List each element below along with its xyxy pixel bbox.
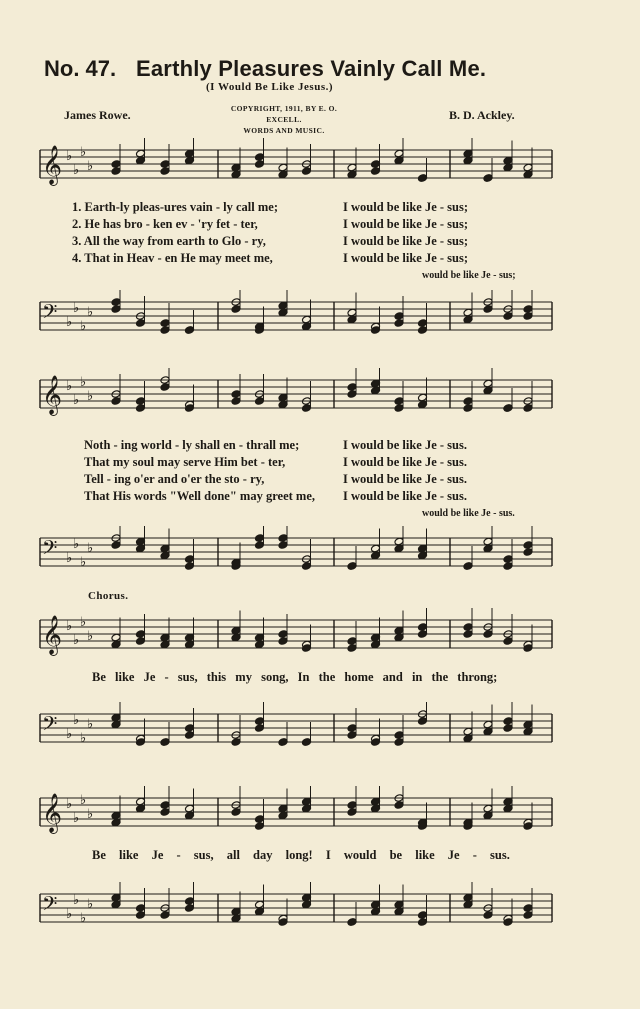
note-head xyxy=(185,555,195,564)
note-head xyxy=(483,544,493,553)
note-head xyxy=(278,738,288,747)
note-head xyxy=(503,555,513,564)
note-head xyxy=(523,312,533,321)
note-head xyxy=(255,633,265,642)
note-head xyxy=(347,170,357,179)
verse-2-refrain-1: I would be like Je - sus; xyxy=(343,217,469,231)
verse-4-line-1: 4. That in Heav - en He may meet me, xyxy=(72,251,273,265)
note-head xyxy=(185,562,195,571)
note-head xyxy=(160,633,170,642)
note-head xyxy=(136,404,146,413)
note-head xyxy=(503,163,513,172)
note-head xyxy=(278,918,288,927)
note-head xyxy=(463,404,473,413)
note-head xyxy=(463,727,473,736)
note-head xyxy=(483,174,493,183)
system-3-bass-staff xyxy=(0,702,640,762)
note-head xyxy=(136,537,146,546)
flat-icon: ♭ xyxy=(87,159,94,174)
note-head xyxy=(185,404,195,413)
note-head xyxy=(111,640,121,649)
echo-line-1: would be like Je - sus; xyxy=(422,270,516,281)
note-head xyxy=(371,167,381,176)
note-head xyxy=(136,544,146,553)
note-head xyxy=(278,400,288,409)
note-head xyxy=(347,315,357,324)
flat-icon: ♭ xyxy=(66,149,73,164)
note-head xyxy=(278,630,288,639)
flat-icon: ♭ xyxy=(80,375,87,390)
note-head xyxy=(463,308,473,317)
note-head xyxy=(418,630,428,639)
note-head xyxy=(483,911,493,920)
flat-icon: ♭ xyxy=(80,731,87,746)
note-head xyxy=(111,893,121,902)
note-head xyxy=(160,544,170,553)
note-head xyxy=(483,537,493,546)
note-head xyxy=(185,149,195,158)
note-head xyxy=(371,326,381,335)
flat-icon: ♭ xyxy=(87,305,94,320)
flat-icon: ♭ xyxy=(73,163,80,178)
note-head xyxy=(523,911,533,920)
note-head xyxy=(136,904,146,913)
note-head xyxy=(136,797,146,806)
note-head xyxy=(160,319,170,328)
note-head xyxy=(302,893,312,902)
note-head xyxy=(160,160,170,169)
flat-icon: ♭ xyxy=(66,379,73,394)
note-head xyxy=(523,644,533,653)
note-head xyxy=(255,640,265,649)
system-2-bass-staff xyxy=(0,526,640,586)
flat-icon: ♭ xyxy=(66,797,73,812)
note-head xyxy=(523,720,533,729)
hymn-number: No. 47. xyxy=(44,56,117,81)
flat-icon: ♭ xyxy=(80,793,87,808)
note-head xyxy=(278,534,288,543)
note-head xyxy=(463,149,473,158)
verse-2-refrain-2: I would be like Je - sus. xyxy=(343,455,467,469)
note-head xyxy=(302,804,312,813)
note-head xyxy=(418,623,428,632)
note-head xyxy=(394,149,404,158)
flat-icon: ♭ xyxy=(73,633,80,648)
flat-icon: ♭ xyxy=(66,315,73,330)
note-head xyxy=(302,315,312,324)
note-head xyxy=(463,893,473,902)
note-head xyxy=(185,640,195,649)
note-head xyxy=(394,537,404,546)
note-head xyxy=(255,815,265,824)
note-head xyxy=(463,315,473,324)
flat-icon: ♭ xyxy=(87,897,94,912)
note-head xyxy=(418,326,428,335)
flat-icon: ♭ xyxy=(80,145,87,160)
system-3-treble-staff xyxy=(0,608,640,668)
author-credit: James Rowe. xyxy=(64,108,131,122)
note-head xyxy=(255,397,265,406)
note-head xyxy=(394,312,404,321)
system-4-treble-staff xyxy=(0,786,640,846)
note-head xyxy=(160,640,170,649)
flat-icon: ♭ xyxy=(73,537,80,552)
note-head xyxy=(371,544,381,553)
note-head xyxy=(111,713,121,722)
treble-clef-icon: 𝄞 xyxy=(42,793,63,833)
note-head xyxy=(371,386,381,395)
note-head xyxy=(302,167,312,176)
note-head xyxy=(523,404,533,413)
hymn-subtitle: (I Would Be Like Jesus.) xyxy=(206,81,334,93)
flat-icon: ♭ xyxy=(80,911,87,926)
note-head xyxy=(255,900,265,909)
note-head xyxy=(503,404,513,413)
note-head xyxy=(483,386,493,395)
note-head xyxy=(523,727,533,736)
verse-2-line-1: 2. He has bro - ken ev - 'ry fet - ter, xyxy=(72,217,258,231)
note-head xyxy=(371,804,381,813)
note-head xyxy=(371,738,381,747)
flat-icon: ♭ xyxy=(73,811,80,826)
note-head xyxy=(463,397,473,406)
note-head xyxy=(394,900,404,909)
note-head xyxy=(255,717,265,726)
note-head xyxy=(503,918,513,927)
note-head xyxy=(463,630,473,639)
verse-3-line-2: Tell - ing o'er and o'er the sto - ry, xyxy=(84,472,265,486)
note-head xyxy=(347,163,357,172)
system-1-bass-staff xyxy=(0,290,640,350)
bass-clef-icon: 𝄢 xyxy=(42,712,58,740)
flat-icon: ♭ xyxy=(87,717,94,732)
verse-1-line-2: Noth - ing world - ly shall en - thrall me; xyxy=(84,438,300,452)
note-head xyxy=(278,804,288,813)
composer-credit: B. D. Ackley. xyxy=(449,108,515,122)
note-head xyxy=(111,811,121,820)
note-head xyxy=(231,914,241,923)
flat-icon: ♭ xyxy=(73,301,80,316)
note-head xyxy=(278,301,288,310)
note-head xyxy=(302,738,312,747)
flat-icon: ♭ xyxy=(66,907,73,922)
note-head xyxy=(278,308,288,317)
note-head xyxy=(394,544,404,553)
note-head xyxy=(160,326,170,335)
verse-3-refrain-1: I would be like Je - sus; xyxy=(343,234,469,248)
note-head xyxy=(111,633,121,642)
note-head xyxy=(136,156,146,165)
note-head xyxy=(347,731,357,740)
system-4-bass-staff xyxy=(0,882,640,942)
note-head xyxy=(136,397,146,406)
note-head xyxy=(418,911,428,920)
note-head xyxy=(347,390,357,399)
system-2-treble-staff xyxy=(0,368,640,430)
note-head xyxy=(136,630,146,639)
note-head xyxy=(160,911,170,920)
note-head xyxy=(483,727,493,736)
note-head xyxy=(278,163,288,172)
note-head xyxy=(371,640,381,649)
note-head xyxy=(160,167,170,176)
note-head xyxy=(418,918,428,927)
note-head xyxy=(394,731,404,740)
flat-icon: ♭ xyxy=(73,393,80,408)
note-head xyxy=(231,390,241,399)
note-head xyxy=(231,170,241,179)
note-head xyxy=(278,811,288,820)
note-head xyxy=(111,298,121,307)
note-head xyxy=(347,562,357,571)
note-head xyxy=(503,562,513,571)
note-head xyxy=(418,319,428,328)
flat-icon: ♭ xyxy=(80,555,87,570)
note-head xyxy=(347,801,357,810)
note-head xyxy=(231,626,241,635)
flat-icon: ♭ xyxy=(66,551,73,566)
note-head xyxy=(347,808,357,817)
treble-clef-icon: 𝄞 xyxy=(42,145,63,185)
note-head xyxy=(111,160,121,169)
flat-icon: ♭ xyxy=(87,629,94,644)
note-head xyxy=(371,160,381,169)
note-head xyxy=(160,551,170,560)
note-head xyxy=(185,326,195,335)
note-head xyxy=(231,397,241,406)
note-head xyxy=(302,322,312,331)
note-head xyxy=(347,918,357,927)
note-head xyxy=(231,907,241,916)
note-head xyxy=(185,156,195,165)
note-head xyxy=(302,404,312,413)
note-head xyxy=(394,319,404,328)
echo-line-2: would be like Je - sus. xyxy=(422,508,515,519)
flat-icon: ♭ xyxy=(87,807,94,822)
note-head xyxy=(231,633,241,642)
note-head xyxy=(255,541,265,550)
treble-clef-icon: 𝄞 xyxy=(42,615,63,655)
note-head xyxy=(394,907,404,916)
verse-1-refrain-1: I would be like Je - sus; xyxy=(343,200,469,214)
note-head xyxy=(255,907,265,916)
verse-4-refrain-2: I would be like Je - sus. xyxy=(343,489,467,503)
note-head xyxy=(136,804,146,813)
verse-1-line-1: 1. Earth-ly pleas-ures vain - ly call me; xyxy=(72,200,278,214)
note-head xyxy=(418,174,428,183)
note-head xyxy=(418,393,428,402)
note-head xyxy=(185,897,195,906)
note-head xyxy=(255,822,265,831)
note-head xyxy=(111,720,121,729)
note-head xyxy=(347,383,357,392)
note-head xyxy=(371,907,381,916)
note-head xyxy=(523,163,533,172)
note-head xyxy=(255,153,265,162)
note-head xyxy=(503,312,513,321)
note-head xyxy=(231,305,241,314)
hymn-title: Earthly Pleasures Vainly Call Me. xyxy=(136,56,487,81)
note-head xyxy=(483,804,493,813)
note-head xyxy=(394,801,404,810)
note-head xyxy=(302,562,312,571)
chorus-label: Chorus. xyxy=(88,590,129,602)
note-head xyxy=(394,626,404,635)
note-head xyxy=(347,308,357,317)
flat-icon: ♭ xyxy=(87,389,94,404)
flat-icon: ♭ xyxy=(66,619,73,634)
note-head xyxy=(302,797,312,806)
note-head xyxy=(185,731,195,740)
flat-icon: ♭ xyxy=(73,713,80,728)
note-head xyxy=(483,305,493,314)
note-head xyxy=(371,633,381,642)
note-head xyxy=(418,717,428,726)
verse-4-refrain-1: I would be like Je - sus; xyxy=(343,251,469,265)
bass-clef-icon: 𝄢 xyxy=(42,892,58,920)
note-head xyxy=(347,637,357,646)
note-head xyxy=(371,900,381,909)
note-head xyxy=(371,797,381,806)
note-head xyxy=(394,633,404,642)
verse-3-refrain-2: I would be like Je - sus. xyxy=(343,472,467,486)
note-head xyxy=(278,541,288,550)
note-head xyxy=(111,818,121,827)
note-head xyxy=(136,149,146,158)
note-head xyxy=(394,397,404,406)
note-head xyxy=(418,544,428,553)
note-head xyxy=(523,904,533,913)
system-1-treble-staff xyxy=(0,138,640,198)
note-head xyxy=(418,400,428,409)
note-head xyxy=(523,548,533,557)
note-head xyxy=(503,797,513,806)
note-head xyxy=(160,801,170,810)
note-head xyxy=(111,167,121,176)
note-head xyxy=(503,804,513,813)
bass-clef-icon: 𝄢 xyxy=(42,300,58,328)
verse-3-line-1: 3. All the way from earth to Glo - ry, xyxy=(72,234,266,248)
note-head xyxy=(255,724,265,733)
note-head xyxy=(503,724,513,733)
note-head xyxy=(463,623,473,632)
note-head xyxy=(185,633,195,642)
bass-clef-icon: 𝄢 xyxy=(42,536,58,564)
note-head xyxy=(136,637,146,646)
note-head xyxy=(278,393,288,402)
note-head xyxy=(231,163,241,172)
chorus-line-2: Be like Je - sus, all day long! I would be like Je - sus. xyxy=(92,848,510,862)
note-head xyxy=(523,305,533,314)
chorus-line-1: Be like Je - sus, this my song, In the home and in the throng; xyxy=(92,670,498,684)
verse-2-line-2: That my soul may serve Him bet - ter, xyxy=(84,455,286,469)
copyright-notice xyxy=(219,103,349,136)
note-head xyxy=(483,811,493,820)
note-head xyxy=(111,541,121,550)
note-head xyxy=(231,738,241,747)
note-head xyxy=(160,808,170,817)
note-head xyxy=(278,170,288,179)
copyright-line-1: COPYRIGHT, 1911, BY E. O. EXCELL. xyxy=(230,104,338,124)
verse-1-refrain-2: I would be like Je - sus. xyxy=(343,438,467,452)
note-head xyxy=(136,911,146,920)
note-head xyxy=(160,383,170,392)
note-head xyxy=(503,717,513,726)
note-head xyxy=(523,170,533,179)
note-head xyxy=(523,822,533,831)
flat-icon: ♭ xyxy=(80,319,87,334)
note-head xyxy=(483,720,493,729)
note-head xyxy=(111,900,121,909)
note-head xyxy=(371,551,381,560)
note-head xyxy=(136,319,146,328)
note-head xyxy=(111,305,121,314)
note-head xyxy=(503,637,513,646)
note-head xyxy=(463,562,473,571)
note-head xyxy=(523,541,533,550)
note-head xyxy=(394,156,404,165)
note-head xyxy=(483,630,493,639)
treble-clef-icon: 𝄞 xyxy=(42,375,63,415)
note-head xyxy=(483,379,493,388)
note-head xyxy=(503,156,513,165)
note-head xyxy=(255,534,265,543)
note-head xyxy=(185,804,195,813)
note-head xyxy=(347,724,357,733)
note-head xyxy=(463,156,473,165)
note-head xyxy=(302,900,312,909)
note-head xyxy=(255,160,265,169)
note-head xyxy=(231,808,241,817)
note-head xyxy=(136,738,146,747)
copyright-line-2: WORDS AND MUSIC. xyxy=(243,126,325,135)
flat-icon: ♭ xyxy=(87,541,94,556)
flat-icon: ♭ xyxy=(73,893,80,908)
note-head xyxy=(111,397,121,406)
note-head xyxy=(302,644,312,653)
note-head xyxy=(185,811,195,820)
note-head xyxy=(185,904,195,913)
note-head xyxy=(371,379,381,388)
note-head xyxy=(394,404,404,413)
note-head xyxy=(418,551,428,560)
note-head xyxy=(463,734,473,743)
flat-icon: ♭ xyxy=(66,727,73,742)
note-head xyxy=(160,738,170,747)
verse-4-line-2: That His words "Well done" may greet me, xyxy=(84,489,315,503)
note-head xyxy=(278,637,288,646)
note-head xyxy=(394,738,404,747)
flat-icon: ♭ xyxy=(80,615,87,630)
note-head xyxy=(185,724,195,733)
note-head xyxy=(347,644,357,653)
note-head xyxy=(463,900,473,909)
